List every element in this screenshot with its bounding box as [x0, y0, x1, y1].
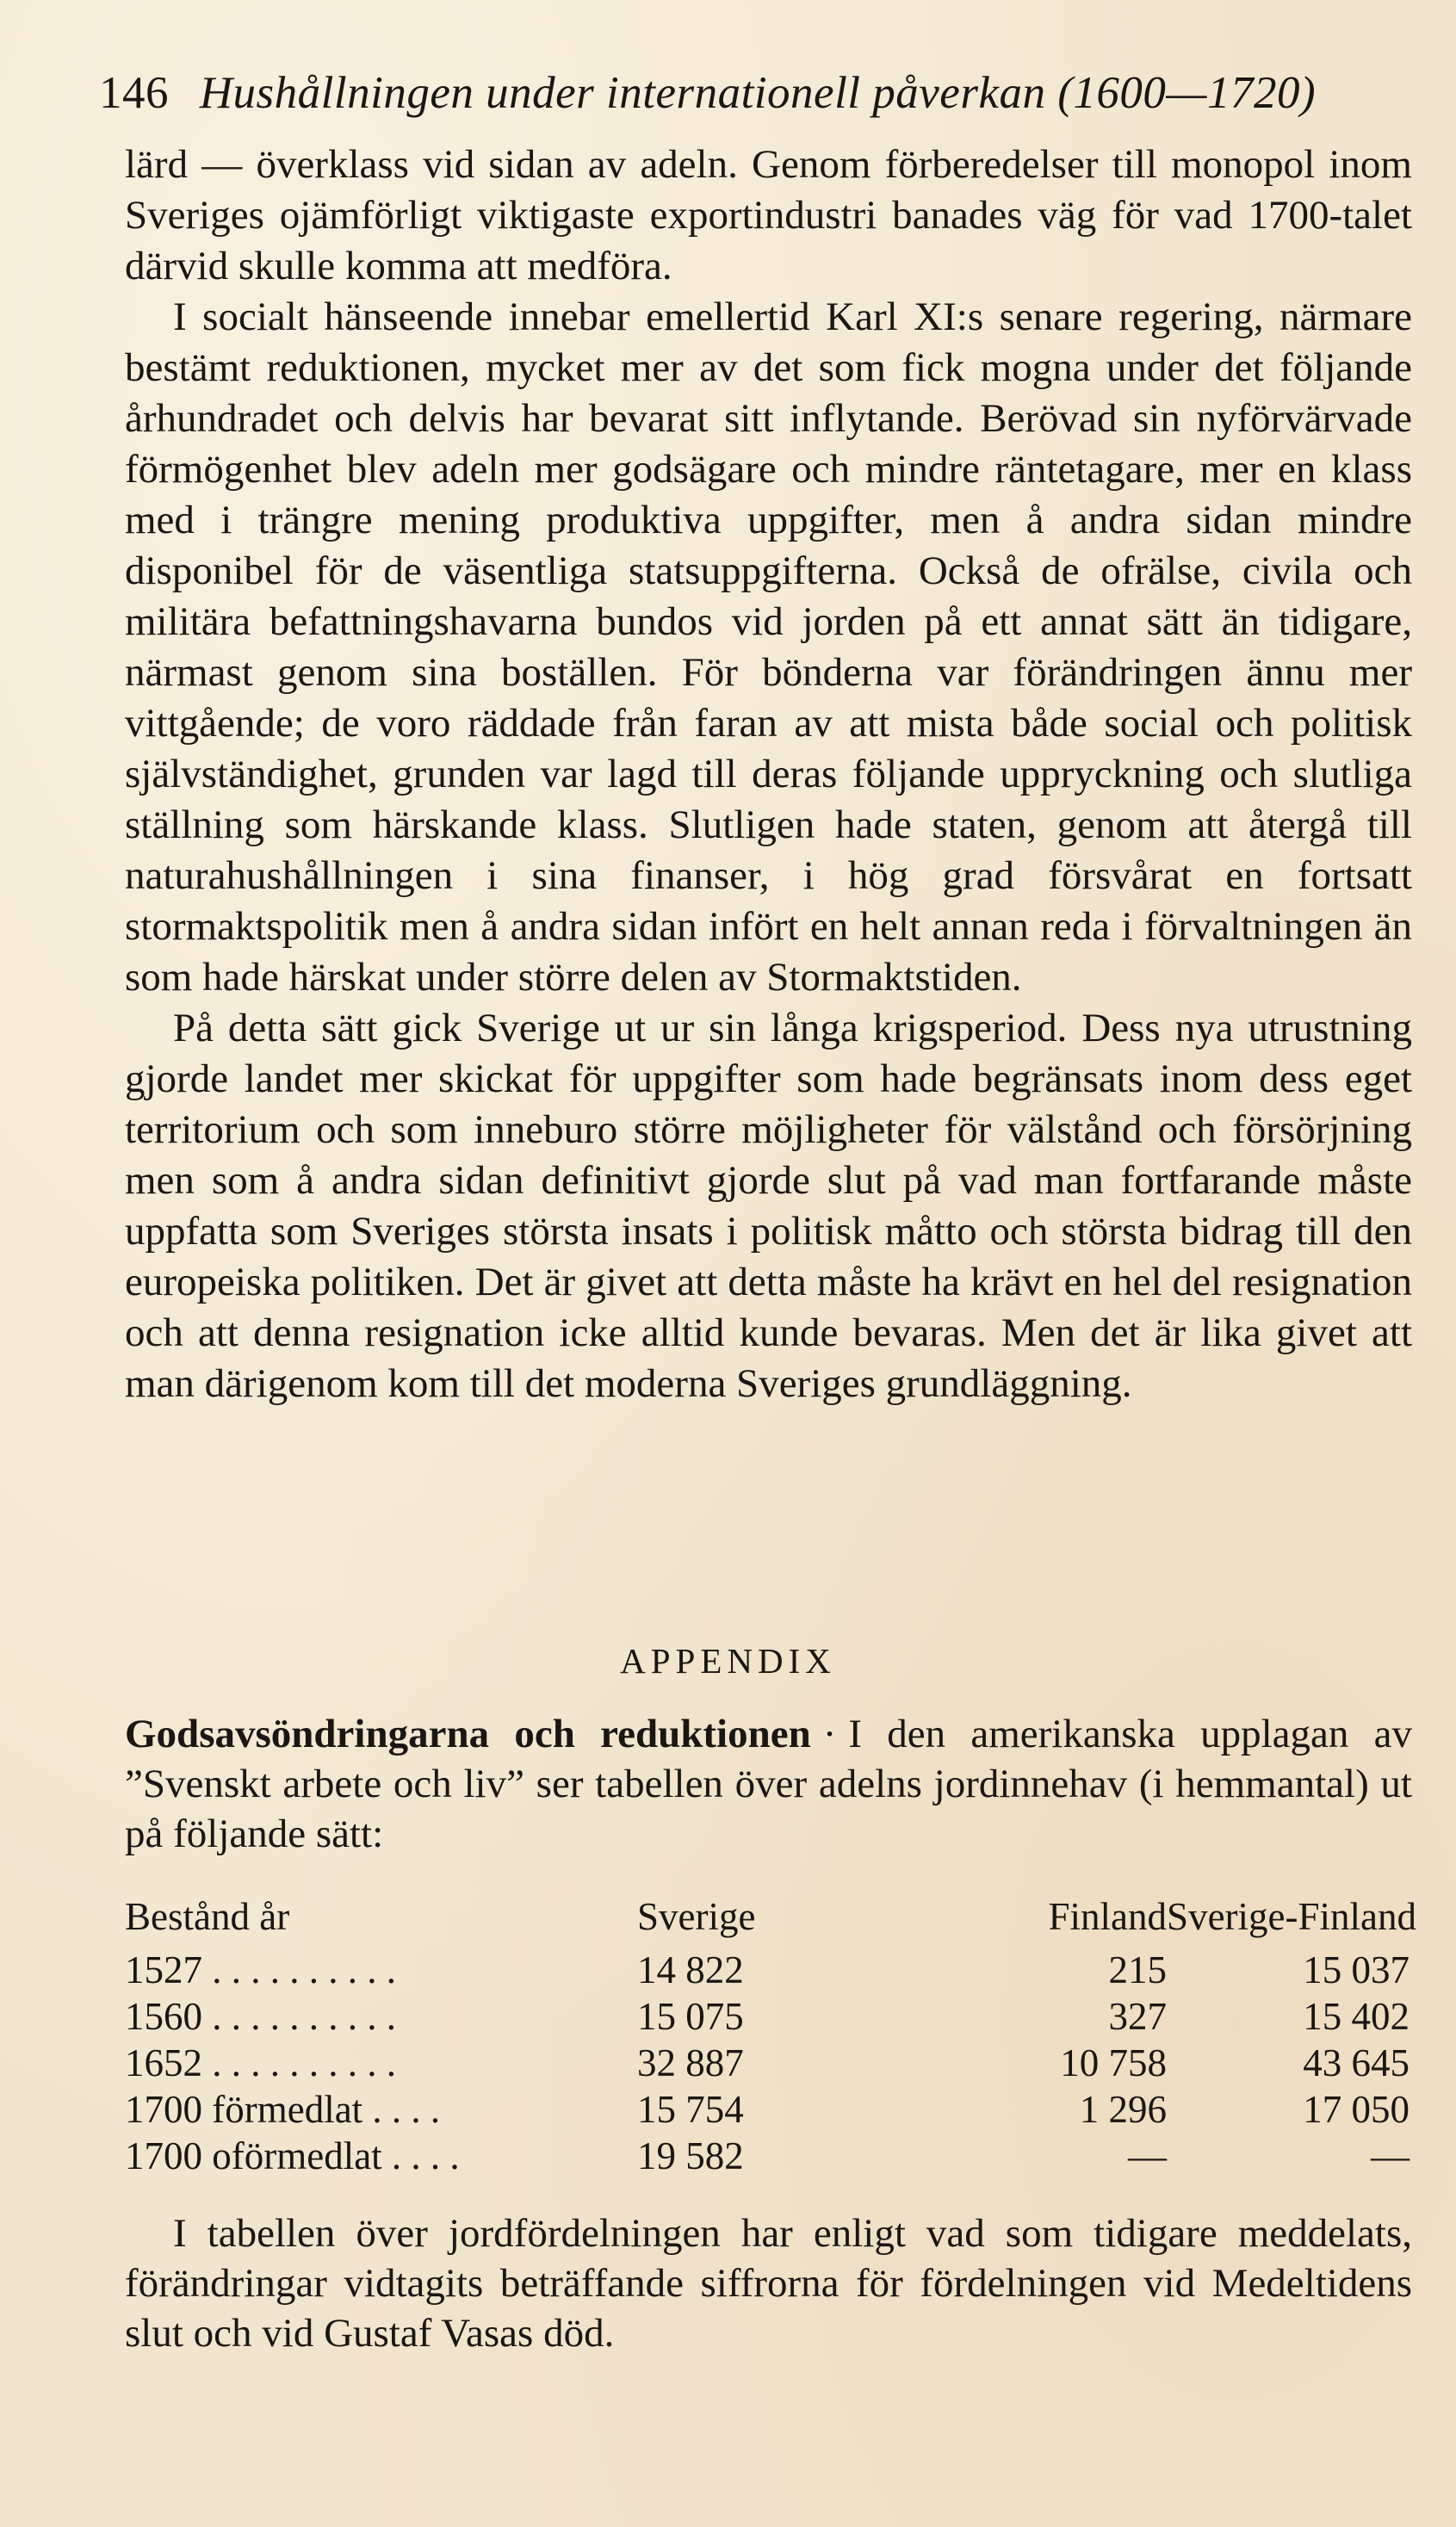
paragraph: I socialt hänseende innebar emellertid Karl XI:s senare regering, närmare bestämt reduktionen, mycket mer av det som fick mogna under det följande århundradet och delvis har bevarat sitt inflytande. Berövad sin nyförvärvade förmögenhet blev adeln mer godsägare och mindre räntetagare, mer en klass med i trängre mening produktiva uppgifter, men å andra sidan mindre disponibel för de väsentliga statsuppgifterna. Också de ofrälse, civila och militära befattningshavarna bundos vid jorden på ett annat sätt än tidigare, närmast genom sina boställen. För bönderna var förändringen ännu mer vittgående; de voro räddade från faran av att mista både social och politisk självständighet, grunden var lagd till deras följande uppryckning och slutliga ställning som härskande klass. Slutligen hade staten, genom att återgå till naturahushållningen i sina finanser, i hög grad försvårat en fortsatt stormaktspolitik men å andra sidan infört en helt annan reda i förvaltningen än som hade härskat under större delen av Stormaktstiden. [125, 294, 1412, 1000]
appendix-intro [125, 1709, 1412, 1859]
table-cell: — [1128, 2134, 1167, 2177]
table-cell: 1527 . . . . . . . . . . [125, 1948, 396, 1991]
table-cell: 14 822 [637, 1948, 744, 1991]
column-header: Sverige-Finland [1167, 1895, 1416, 1938]
column-header: Sverige [637, 1895, 756, 1938]
table-cell: 1 296 [1079, 2088, 1167, 2131]
separator-dot: · [822, 1712, 837, 1756]
paragraph: lärd — överklass vid sidan av adeln. Genom förberedelser till monopol inom Sveriges ojämförligt viktigaste exportindustri banades väg för vad 1700-talet därvid skulle komma att medföra. [125, 142, 1412, 288]
page-number: 146 [99, 68, 169, 118]
table-cell: 15 075 [637, 1995, 744, 2038]
appendix-lead-title: Godsavsöndringarna och reduktionen [125, 1712, 811, 1756]
table-cell: 19 582 [637, 2134, 744, 2177]
table-cell: 1560 . . . . . . . . . . [125, 1995, 396, 2038]
main-text [125, 139, 1412, 1409]
column-header: Bestånd år [125, 1895, 290, 1938]
running-header [99, 67, 1316, 119]
column-header: Finland [1048, 1895, 1167, 1938]
table-row [125, 2134, 1416, 2180]
paragraph: På detta sätt gick Sverige ut ur sin långa krigsperiod. Dess nya utrustning gjorde landet mer skickat för uppgifter som hade begränsats inom dess eget territorium och som inneburo större möjligheter för välstånd och försörjning men som å andra sidan definitivt gjorde slut på vad man fortfarande måste uppfatta som Sveriges största insats i politisk måtto och största bidrag till den europeiska politiken. Det är givet att detta måste ha krävt en hel del resignation och att denna resignation icke alltid kunde bevaras. Men det är lika givet att man därigenom kom till det moderna Sveriges grundläggning. [125, 1006, 1412, 1406]
table-row [125, 2041, 1416, 2087]
table-row [125, 1994, 1416, 2041]
table-cell: 215 [1108, 1948, 1167, 1991]
appendix-lead-text: I den amerikanska upplagan av ”Svenskt arbete och liv” ser tabellen över adelns jordinnehav (i hemmantal) ut på följande sätt: [125, 1712, 1412, 1856]
closing-text [125, 2208, 1412, 2358]
table-cell: 15 037 [1303, 1948, 1410, 1991]
appendix-heading: APPENDIX [620, 1641, 836, 1681]
table-cell: 10 758 [1060, 2041, 1167, 2084]
running-title: Hushållningen under internationell påverkan (1600—1720) [199, 68, 1317, 118]
table-cell: — [1371, 2134, 1410, 2177]
landholding-table [125, 1894, 1416, 2180]
table-cell: 17 050 [1303, 2088, 1410, 2131]
table-row [125, 1948, 1416, 1994]
table-cell: 15 754 [637, 2088, 744, 2131]
table-cell: 43 645 [1303, 2041, 1410, 2084]
table-cell: 1700 förmedlat . . . . [125, 2088, 441, 2131]
table-cell: 327 [1108, 1995, 1167, 2038]
table-cell: 32 887 [637, 2041, 744, 2084]
table-cell: 1652 . . . . . . . . . . [125, 2041, 396, 2084]
table-cell: 1700 oförmedlat . . . . [125, 2134, 460, 2177]
table-header-row [125, 1894, 1416, 1948]
table-row [125, 2087, 1416, 2134]
table-cell: 15 402 [1303, 1995, 1410, 2038]
paragraph: I tabellen över jordfördelningen har enligt vad som tidigare meddelats, förändringar vidtagits beträffande siffrorna för fördelningen vid Medeltidens slut och vid Gustaf Vasas död. [125, 2211, 1412, 2356]
